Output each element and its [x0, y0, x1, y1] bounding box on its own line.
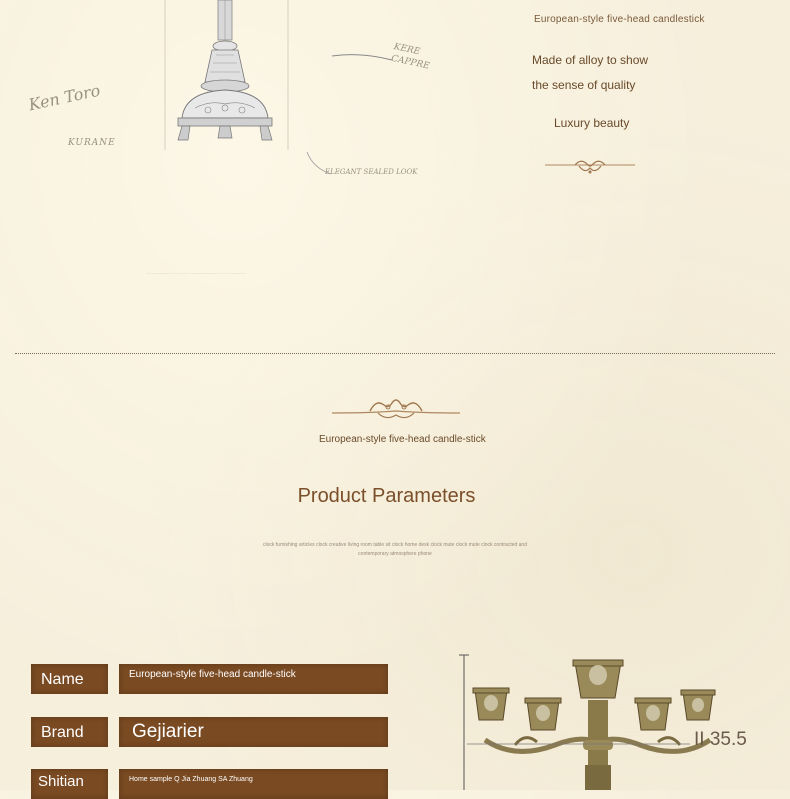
- luxury-beauty-text: Luxury beauty: [554, 116, 630, 130]
- top-product-caption: European-style five-head candlestick: [534, 14, 705, 25]
- candlestick-sketch-image: [160, 0, 290, 150]
- height-dimension-label: II 35.5: [694, 729, 747, 750]
- scroll-ornament-icon: [545, 156, 635, 178]
- quality-desc-line2: the sense of quality: [532, 78, 636, 92]
- sketch-tiny-text: ~~~~~~~~~~~~~~~~~~~~~~~~~~~~~~~~~~~~~~~~: [146, 271, 247, 275]
- sketch-note-kere: KERE CAPPRE: [390, 42, 431, 72]
- param-label-shitian: Shitian: [31, 769, 108, 799]
- section-divider: [15, 353, 775, 354]
- param-label-name: Name: [31, 664, 108, 694]
- top-sketch-section: [0, 0, 790, 355]
- quality-desc-line1: Made of alloy to show: [532, 53, 649, 67]
- param-value-brand: Gejiarier: [119, 717, 388, 747]
- mid-product-caption: European-style five-head candle-stick: [319, 434, 486, 445]
- param-label-brand: Brand: [31, 717, 108, 747]
- param-value-shitian: Home sample Q Jia Zhuang SA Zhuang: [119, 769, 388, 799]
- sketch-arrow-icon: [330, 50, 400, 70]
- candlestick-product-image: [455, 650, 790, 790]
- sketch-note-signature: Ken Toro: [26, 80, 102, 115]
- scroll-ornament-icon: [330, 395, 462, 425]
- tiny-description-text: clock furnishing articles clock creative living room table sit clock home desk clock mute clock mute clock contracted and contemporary atmosphere phone: [263, 542, 527, 557]
- param-value-name: European-style five-head candle-stick: [119, 664, 388, 694]
- sketch-note-elegant: ELEGANT SEALED LOOK: [325, 168, 418, 176]
- product-parameters-title: Product Parameters: [297, 485, 476, 507]
- sketch-note-kurane: KURANE: [68, 138, 116, 148]
